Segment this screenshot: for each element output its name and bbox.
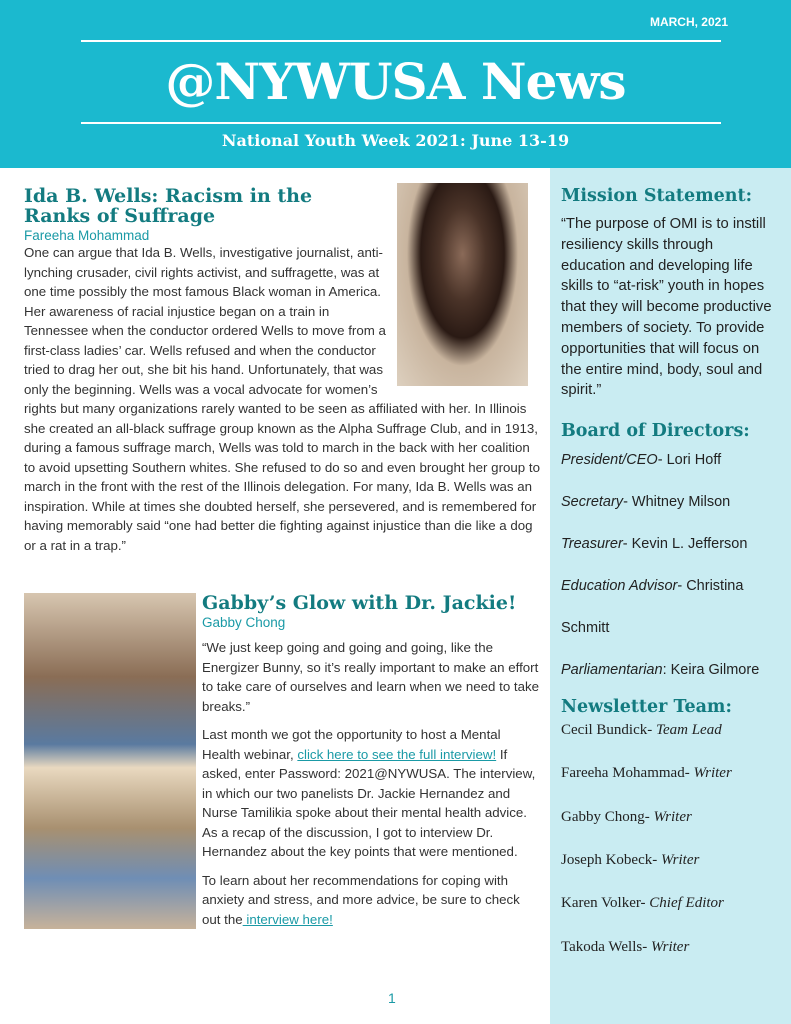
- full-interview-link[interactable]: click here to see the full interview!: [297, 746, 497, 762]
- team-list: [561, 709, 781, 969]
- article-title: Ida B. Wells: Racism in the Ranks of Suffrage: [24, 185, 313, 227]
- newsletter-title: @NYWUSA News: [165, 52, 626, 111]
- team-member: [561, 882, 781, 925]
- board-member: [561, 439, 781, 481]
- team-member: [561, 796, 781, 839]
- article-quote: “We just keep going and going and going, like the Energizer Bunny, so it’s really important to make an effort to take care of ourselves and learn when we need to take breaks.”: [202, 640, 540, 714]
- name: - Lori Hoff: [657, 452, 722, 469]
- article-body: One can argue that Ida B. Wells, investigative journalist, anti-lynching crusader, civil rights activist, and suffragette, was at one time possibly the most famous Black woman in America. Her awareness of racial injustice began on a train in Tennessee when the conductor ordered Wells to move from a first-class ladies’ car. Wells refused and when the conductor tried to drag her out, she bit his hand. Unfortunately, that was only the beginning. Wells was a vocal advocate for women’s rights but many organizations rarely wanted to be seen as affiliated with her. In Illinois she created an all-black suffrage group known as the Alpha Suffrage Club, and in 1913, during a famous suffrage march, Wells was told to march in the back with her coalition to avoid upsetting Southern whites. She refused to do so and even brought her group to march in the front with the rest of the Illinois delegation. For many, Ida B. Wells was an inspiration. While at times she doubted herself, she persevered, and is remembered for having memorably said “one had better die fighting against injustice than die like a dog or a rat in a trap.”: [24, 245, 540, 553]
- board-heading: Board of Directors:: [561, 421, 750, 442]
- role: Writer: [653, 808, 692, 825]
- role: Parliamentarian: [561, 662, 663, 679]
- name: : Keira Gilmore: [662, 662, 760, 679]
- role: Chief Editor: [649, 895, 724, 912]
- name: - Christina Schmitt: [561, 578, 744, 637]
- text: To learn about her recommendations for coping with anxiety and stress, and more advice, be sure to check out the: [202, 872, 520, 927]
- article-title: Gabby’s Glow with Dr. Jackie!: [202, 592, 517, 614]
- name: Takoda Wells-: [561, 938, 651, 955]
- newsletter-subtitle: National Youth Week 2021: June 13-19: [221, 131, 570, 150]
- interview-link[interactable]: interview here!: [242, 911, 333, 927]
- team-heading: Newsletter Team:: [561, 697, 732, 718]
- role: Team Lead: [655, 722, 722, 739]
- name: Gabby Chong-: [561, 808, 654, 825]
- role: Writer: [660, 852, 700, 869]
- article-gabbys-glow: [24, 593, 540, 938]
- role: Secretary: [561, 494, 624, 511]
- issue-date: MARCH, 2021: [649, 15, 728, 29]
- article-ida-b-wells: [24, 186, 544, 555]
- name: Joseph Kobeck-: [561, 852, 661, 869]
- name: Fareeha Mohammad-: [561, 765, 694, 782]
- text: Last month we got the opportunity to host a Mental Health webinar,: [202, 727, 501, 762]
- portrait-photo: [397, 183, 528, 386]
- sidebar: [550, 168, 791, 1024]
- role: Treasurer: [561, 536, 623, 553]
- board-member: [561, 523, 781, 565]
- article-author: Fareeha Mohammad: [24, 228, 150, 243]
- role: President/CEO: [561, 452, 658, 469]
- role: Writer: [693, 765, 732, 782]
- board-member: [561, 481, 781, 523]
- article-author: Gabby Chong: [202, 615, 286, 630]
- name: Cecil Bundick-: [561, 722, 656, 739]
- role: Writer: [650, 938, 690, 955]
- board-member: [561, 649, 781, 691]
- name: Karen Volker-: [561, 895, 650, 912]
- team-member: [561, 709, 781, 752]
- name: - Whitney Milson: [623, 494, 731, 511]
- team-member: [561, 926, 781, 969]
- mission-text: “The purpose of OMI is to instill resiliency skills through education and developing life skills to “at-risk” youth in hopes that they will become productive members of society. To provide opportunities that will focus on the entire mind, body, soul and spirit.”: [561, 216, 772, 399]
- name: - Kevin L. Jefferson: [622, 536, 748, 553]
- team-member: [561, 839, 781, 882]
- page-number: 1: [388, 990, 396, 1006]
- divider: [81, 122, 721, 124]
- masthead: [0, 0, 791, 168]
- mission-heading: Mission Statement:: [561, 186, 753, 206]
- article-photos: [24, 593, 196, 929]
- text: If asked, enter Password: 2021@NYWUSA. The interview, in which our two panelists Dr. Jackie Hernandez and Nurse Tamilikia spoke about their mental health advice. As a recap of the discussion, I got to interview Dr. Hernandez about the key points that were mentioned.: [202, 746, 536, 859]
- board-member: [561, 565, 766, 649]
- divider: [81, 40, 721, 42]
- board-list: [561, 439, 781, 691]
- team-member: [561, 752, 781, 795]
- role: Education Advisor: [561, 578, 678, 595]
